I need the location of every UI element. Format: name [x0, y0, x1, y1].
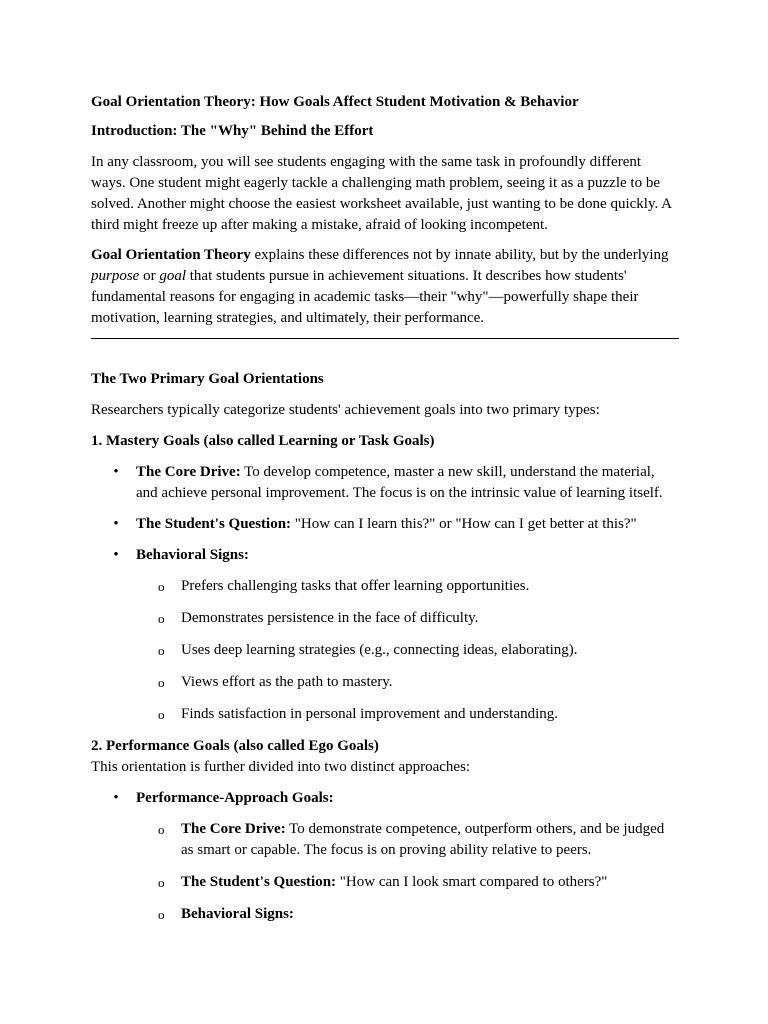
performance-goals-heading: 2. Performance Goals (also called Ego Goals) [91, 738, 379, 754]
bullet-icon: • [113, 516, 119, 532]
circle-bullet-icon: o [158, 643, 165, 658]
list-item [136, 576, 679, 597]
document-title: Goal Orientation Theory: How Goals Affect Student Motivation & Behavior [91, 94, 579, 110]
circle-bullet-icon: o [158, 822, 165, 837]
list-item [136, 872, 679, 893]
intro-paragraph-2 [91, 245, 679, 329]
paragraph-2-text-c: that students pursue in achievement situations. It describes how students' fundamental reasons for engaging in academic tasks—their "why"—powerfully shape their motivation, learning strategies, and ultimately, their performance. [91, 268, 639, 326]
sign-text: Views effort as the path to mastery. [181, 674, 393, 690]
sign-text: Demonstrates persistence in the face of difficulty. [181, 610, 479, 626]
circle-bullet-icon: o [158, 611, 165, 626]
student-question-label: The Student's Question: [181, 874, 337, 890]
list-item [136, 640, 679, 661]
bullet-icon: • [113, 547, 119, 563]
list-item [136, 608, 679, 629]
two-orientations-heading: The Two Primary Goal Orientations [91, 371, 324, 387]
performance-bullet-list [91, 788, 679, 925]
core-drive-text: To demonstrate competence, outperform others, and be judged as smart or capable. The focus is on proving ability relative to peers. [181, 821, 665, 858]
student-question-label: The Student's Question: [136, 516, 292, 532]
paragraph-2-text-a: explains these differences not by innate ability, but by the underlying [250, 247, 669, 263]
horizontal-rule [91, 338, 679, 339]
core-drive-label: The Core Drive: [136, 464, 241, 480]
list-item [136, 704, 679, 725]
bullet-icon: • [113, 464, 119, 480]
core-drive-label: The Core Drive: [181, 821, 286, 837]
circle-bullet-icon: o [158, 707, 165, 722]
bullet-icon: • [113, 790, 119, 806]
theory-name-bold: Goal Orientation Theory [91, 247, 251, 263]
list-item [91, 545, 679, 725]
document-page [91, 92, 679, 935]
sign-text: Prefers challenging tasks that offer learning opportunities. [181, 578, 530, 594]
student-question-text: "How can I learn this?" or "How can I get better at this?" [291, 516, 637, 532]
list-item [91, 788, 679, 925]
mastery-goals-heading: 1. Mastery Goals (also called Learning or Task Goals) [91, 433, 435, 449]
list-item [136, 904, 679, 925]
list-item [91, 462, 679, 504]
paragraph-2-text-b: or [139, 268, 160, 284]
two-orientations-intro: Researchers typically categorize students' achievement goals into two primary types: [91, 402, 600, 418]
core-drive-text: To develop competence, master a new skill, understand the material, and achieve personal improvement. The focus is on the intrinsic value of learning itself. [136, 464, 663, 501]
performance-goals-subtitle: This orientation is further divided into two distinct approaches: [91, 759, 471, 775]
sign-text: Finds satisfaction in personal improvement and understanding. [181, 706, 559, 722]
intro-paragraph-1: In any classroom, you will see students engaging with the same task in profoundly different ways. One student might eagerly tackle a challenging math problem, seeing it as a puzzle to be solved. Another might choose the easiest worksheet available, just wanting to be done quickly. A third might freeze up after making a mistake, afraid of looking incompetent. [91, 154, 672, 233]
circle-bullet-icon: o [158, 875, 165, 890]
sign-text: Uses deep learning strategies (e.g., connecting ideas, elaborating). [181, 642, 578, 658]
circle-bullet-icon: o [158, 675, 165, 690]
behavioral-signs-label: Behavioral Signs: [181, 906, 294, 922]
mastery-bullet-list [91, 462, 679, 725]
circle-bullet-icon: o [158, 907, 165, 922]
goal-italic: goal [159, 268, 187, 284]
behavioral-signs-list [136, 576, 679, 725]
purpose-italic: purpose [91, 268, 140, 284]
performance-approach-label: Performance-Approach Goals: [136, 790, 334, 806]
intro-heading: Introduction: The "Why" Behind the Effort [91, 123, 374, 139]
behavioral-signs-label: Behavioral Signs: [136, 547, 249, 563]
list-item [136, 819, 679, 861]
list-item [136, 672, 679, 693]
circle-bullet-icon: o [158, 579, 165, 594]
list-item [91, 514, 679, 535]
student-question-text: "How can I look smart compared to others?" [336, 874, 608, 890]
performance-approach-list [136, 819, 679, 925]
